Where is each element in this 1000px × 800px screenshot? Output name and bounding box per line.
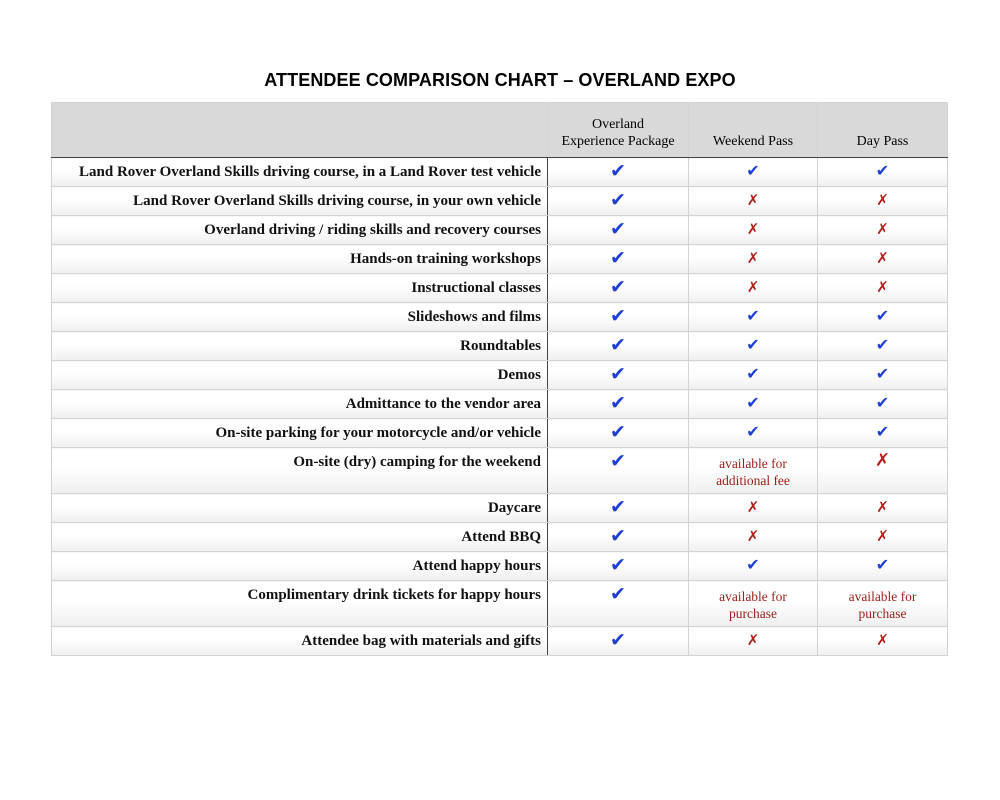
check-icon: ✔ [610, 218, 626, 240]
weekend-cell [689, 303, 818, 332]
day-cell [818, 158, 948, 187]
table-row [52, 332, 948, 361]
day-cell [818, 448, 948, 494]
day-cell [818, 303, 948, 332]
check-icon: ✔ [610, 334, 626, 356]
cross-icon: ✗ [746, 631, 760, 649]
check-icon: ✔ [746, 555, 760, 574]
check-icon: ✔ [610, 305, 626, 327]
check-icon: ✔ [746, 422, 760, 441]
overland-cell [548, 494, 689, 523]
header-weekend-pass: Weekend Pass [689, 103, 818, 158]
check-icon: ✔ [610, 160, 626, 182]
cross-icon: ✗ [746, 278, 760, 296]
availability-note-line1: available for [719, 456, 787, 471]
feature-label: Hands-on training workshops [52, 245, 548, 274]
day-cell [818, 581, 948, 627]
cross-icon: ✗ [746, 527, 760, 545]
table-row [52, 274, 948, 303]
feature-label: Overland driving / riding skills and recovery courses [52, 216, 548, 245]
weekend-cell [689, 627, 818, 656]
check-icon: ✔ [746, 393, 760, 412]
overland-cell [548, 581, 689, 627]
overland-cell [548, 245, 689, 274]
check-icon: ✔ [610, 554, 626, 576]
table-row [52, 448, 948, 494]
day-cell [818, 523, 948, 552]
availability-note [716, 455, 790, 489]
feature-label: Land Rover Overland Skills driving course, in a Land Rover test vehicle [52, 158, 548, 187]
check-icon: ✔ [875, 161, 890, 180]
feature-label: Land Rover Overland Skills driving course, in your own vehicle [52, 187, 548, 216]
cross-icon: ✗ [876, 498, 889, 516]
table-row [52, 390, 948, 419]
table-row [52, 627, 948, 656]
weekend-cell [689, 581, 818, 627]
feature-label: Daycare [52, 494, 548, 523]
cross-icon: ✗ [876, 527, 889, 545]
comparison-table [51, 102, 948, 656]
overland-cell [548, 627, 689, 656]
overland-cell [548, 390, 689, 419]
table-row [52, 494, 948, 523]
cross-icon: ✗ [746, 498, 760, 516]
feature-label: Roundtables [52, 332, 548, 361]
weekend-cell [689, 523, 818, 552]
check-icon: ✔ [746, 161, 760, 180]
feature-label: Demos [52, 361, 548, 390]
overland-cell [548, 448, 689, 494]
check-icon: ✔ [746, 306, 760, 325]
day-cell [818, 627, 948, 656]
feature-label: On-site (dry) camping for the weekend [52, 448, 548, 494]
check-icon: ✔ [610, 363, 626, 385]
availability-note-line2: purchase [858, 606, 907, 621]
day-cell [818, 187, 948, 216]
check-icon: ✔ [610, 392, 626, 414]
weekend-cell [689, 419, 818, 448]
header-row [52, 103, 948, 158]
check-icon: ✔ [875, 422, 890, 441]
overland-cell [548, 523, 689, 552]
check-icon: ✔ [875, 555, 890, 574]
overland-cell [548, 332, 689, 361]
check-icon: ✔ [610, 450, 626, 472]
weekend-cell [689, 187, 818, 216]
check-icon: ✔ [875, 364, 890, 383]
weekend-cell [689, 216, 818, 245]
weekend-cell [689, 332, 818, 361]
overland-cell [548, 216, 689, 245]
day-cell [818, 552, 948, 581]
header-overland-package [548, 103, 689, 158]
check-icon: ✔ [610, 421, 626, 443]
cross-icon: ✗ [746, 191, 760, 209]
day-cell [818, 494, 948, 523]
feature-label: On-site parking for your motorcycle and/or vehicle [52, 419, 548, 448]
cross-icon: ✗ [876, 278, 889, 296]
weekend-cell [689, 158, 818, 187]
check-icon: ✔ [746, 364, 760, 383]
header-blank-cell [52, 103, 548, 158]
table-row [52, 187, 948, 216]
table-row [52, 158, 948, 187]
day-cell [818, 274, 948, 303]
feature-label: Admittance to the vendor area [52, 390, 548, 419]
day-cell [818, 390, 948, 419]
weekend-cell [689, 448, 818, 494]
feature-label: Slideshows and films [52, 303, 548, 332]
check-icon: ✔ [610, 496, 626, 518]
table-row [52, 552, 948, 581]
table-row [52, 216, 948, 245]
feature-label: Complimentary drink tickets for happy hours [52, 581, 548, 627]
feature-label: Attendee bag with materials and gifts [52, 627, 548, 656]
feature-label: Attend BBQ [52, 523, 548, 552]
check-icon: ✔ [610, 525, 626, 547]
weekend-cell [689, 245, 818, 274]
check-icon: ✔ [610, 629, 626, 651]
chart-title: ATTENDEE COMPARISON CHART – OVERLAND EXPO [264, 70, 736, 90]
cross-icon: ✗ [876, 249, 889, 267]
weekend-cell [689, 552, 818, 581]
check-icon: ✔ [746, 335, 760, 354]
check-icon: ✔ [610, 276, 626, 298]
table-row [52, 419, 948, 448]
feature-label: Attend happy hours [52, 552, 548, 581]
overland-cell [548, 552, 689, 581]
availability-note-line1: available for [848, 589, 917, 604]
check-icon: ✔ [610, 189, 626, 211]
day-cell [818, 419, 948, 448]
table-row [52, 303, 948, 332]
table-row [52, 361, 948, 390]
table-row [52, 523, 948, 552]
feature-label: Instructional classes [52, 274, 548, 303]
availability-note-line2: purchase [729, 606, 777, 621]
availability-note-line1: available for [719, 589, 787, 604]
overland-cell [548, 419, 689, 448]
cross-icon: ✗ [874, 450, 891, 471]
availability-note-line2: additional fee [716, 473, 790, 488]
day-cell [818, 245, 948, 274]
check-icon: ✔ [610, 247, 626, 269]
weekend-cell [689, 274, 818, 303]
day-cell [818, 361, 948, 390]
cross-icon: ✗ [746, 220, 760, 238]
availability-note [849, 588, 917, 622]
weekend-cell [689, 361, 818, 390]
day-cell [818, 216, 948, 245]
overland-cell [548, 361, 689, 390]
cross-icon: ✗ [876, 191, 889, 209]
check-icon: ✔ [875, 393, 890, 412]
weekend-cell [689, 494, 818, 523]
check-icon: ✔ [875, 335, 890, 354]
overland-cell [548, 274, 689, 303]
cross-icon: ✗ [876, 220, 889, 238]
cross-icon: ✗ [746, 249, 760, 267]
overland-cell [548, 158, 689, 187]
cross-icon: ✗ [876, 631, 889, 649]
table-row [52, 245, 948, 274]
header-overland-line1: Overland [591, 117, 645, 132]
availability-note [719, 588, 787, 622]
weekend-cell [689, 390, 818, 419]
header-overland-line2: Experience Package [561, 134, 675, 149]
header-day-pass: Day Pass [818, 103, 948, 158]
overland-cell [548, 187, 689, 216]
check-icon: ✔ [610, 583, 626, 605]
day-cell [818, 332, 948, 361]
overland-cell [548, 303, 689, 332]
check-icon: ✔ [875, 306, 890, 325]
table-row [52, 581, 948, 627]
